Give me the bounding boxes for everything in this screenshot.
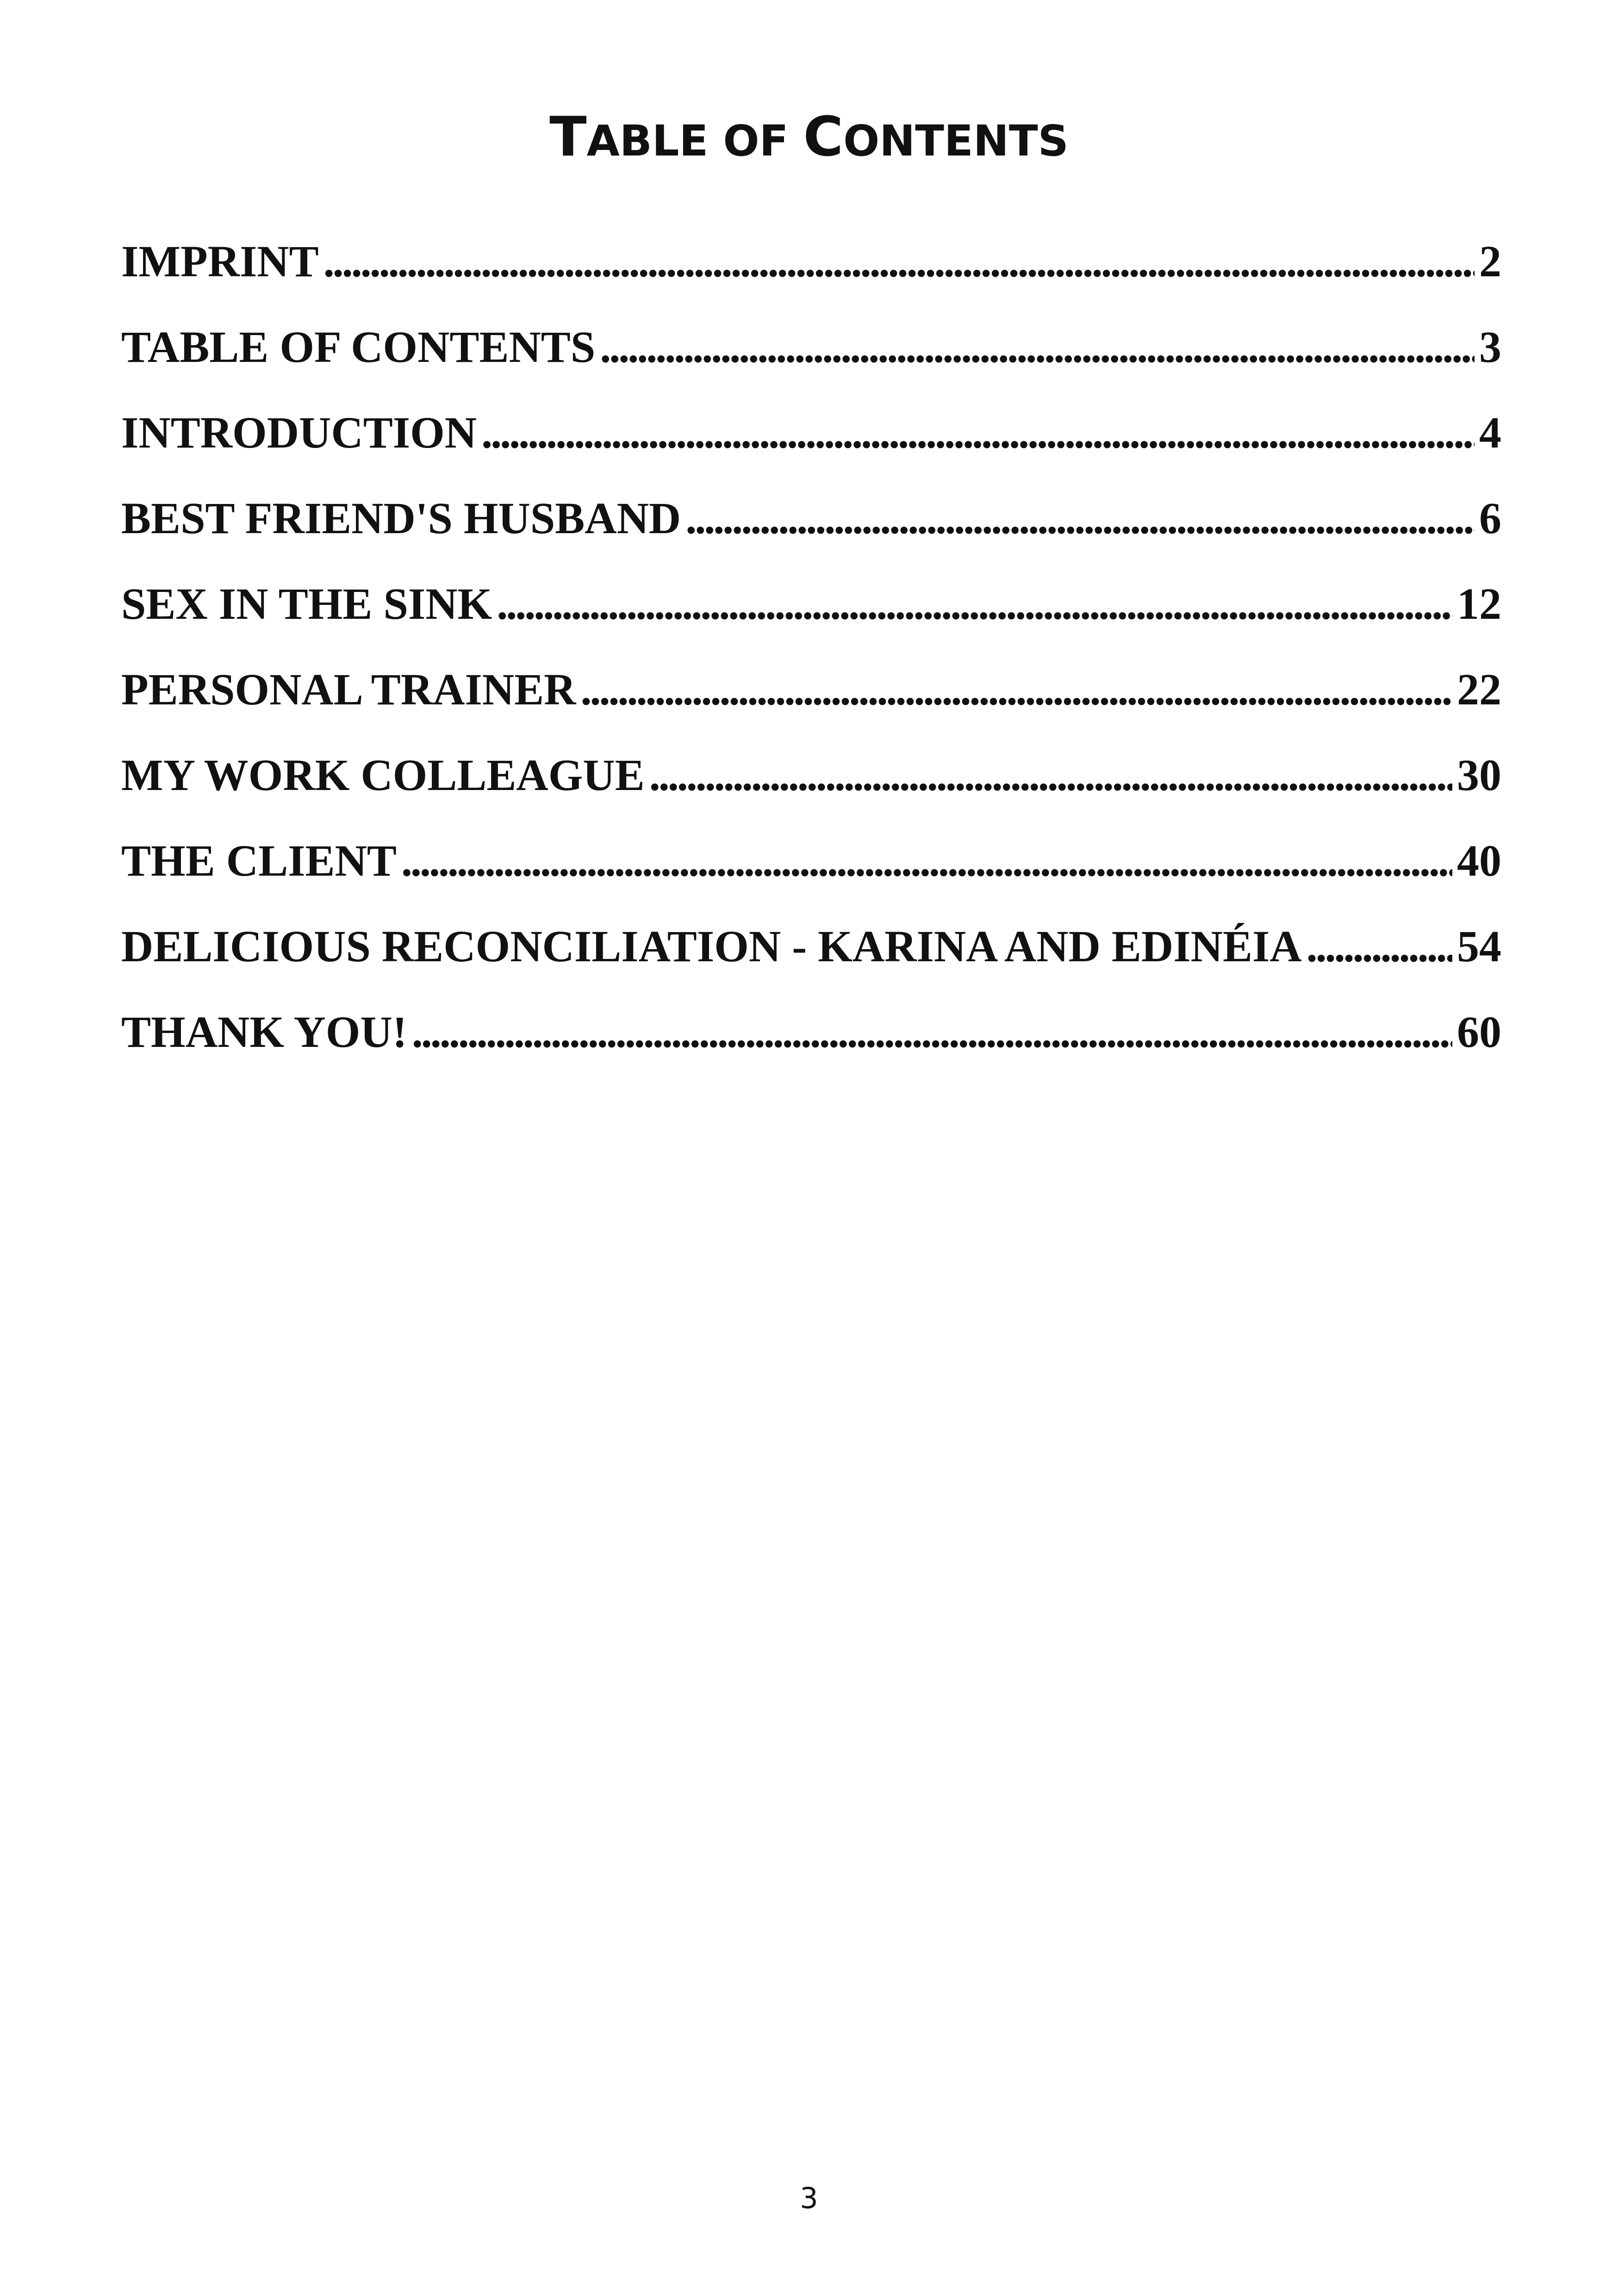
- toc-entry-label: MY WORK COLLEAGUE: [121, 750, 645, 800]
- dot-leader: [685, 488, 1475, 548]
- toc-entry-label: THE CLIENT: [121, 836, 397, 885]
- page-title: [0, 104, 1618, 174]
- toc-entry-personal-trainer[interactable]: [121, 660, 1501, 745]
- toc-entry-introduction[interactable]: [121, 403, 1501, 488]
- dot-leader: [481, 403, 1475, 463]
- toc-entry-page: 12: [1457, 579, 1501, 628]
- title-initial-c: C: [803, 105, 844, 168]
- toc-entry-imprint[interactable]: [121, 231, 1501, 317]
- toc-entry-label: PERSONAL TRAINER: [121, 665, 576, 714]
- toc-entry-label: DELICIOUS RECONCILIATION - KARINA AND EDINÉIA: [121, 921, 1302, 971]
- toc-entry-label: SEX IN THE SINK: [121, 579, 492, 628]
- toc-entry-page: 40: [1457, 836, 1501, 885]
- toc-entry-label: THANK YOU!: [121, 1007, 407, 1057]
- dot-leader: [412, 1002, 1452, 1062]
- table-of-contents: [121, 231, 1501, 1088]
- toc-entry-table-of-contents[interactable]: [121, 317, 1501, 403]
- dot-leader: [580, 660, 1452, 720]
- toc-entry-thank-you[interactable]: [121, 1002, 1501, 1088]
- toc-entry-page: 6: [1479, 493, 1501, 543]
- toc-entry-page: 4: [1479, 408, 1501, 457]
- toc-entry-label: TABLE OF CONTENTS: [121, 322, 596, 372]
- toc-entry-label: INTRODUCTION: [121, 408, 477, 457]
- toc-entry-delicious-reconciliation[interactable]: [121, 916, 1501, 1002]
- title-part-2: ONTENTS: [843, 116, 1069, 166]
- toc-entry-page: 3: [1479, 322, 1501, 372]
- dot-leader: [1307, 916, 1452, 977]
- dot-leader: [600, 317, 1475, 377]
- page-number: 3: [800, 2181, 818, 2215]
- toc-entry-page: 22: [1457, 665, 1501, 714]
- toc-entry-my-work-colleague[interactable]: [121, 745, 1501, 831]
- toc-entry-sex-in-the-sink[interactable]: [121, 574, 1501, 660]
- toc-entry-the-client[interactable]: [121, 831, 1501, 916]
- toc-entry-page: 30: [1457, 750, 1501, 800]
- dot-leader: [497, 574, 1452, 634]
- toc-entry-page: 2: [1479, 236, 1501, 286]
- toc-entry-label: BEST FRIEND'S HUSBAND: [121, 493, 681, 543]
- dot-leader: [401, 831, 1452, 891]
- title-part-1: ABLE OF: [586, 116, 803, 166]
- dot-leader: [649, 745, 1452, 805]
- toc-entry-best-friends-husband[interactable]: [121, 488, 1501, 574]
- toc-entry-page: 54: [1457, 921, 1501, 971]
- toc-entry-page: 60: [1457, 1007, 1501, 1057]
- toc-entry-label: IMPRINT: [121, 236, 319, 286]
- title-initial-t: T: [549, 105, 587, 168]
- dot-leader: [324, 231, 1475, 292]
